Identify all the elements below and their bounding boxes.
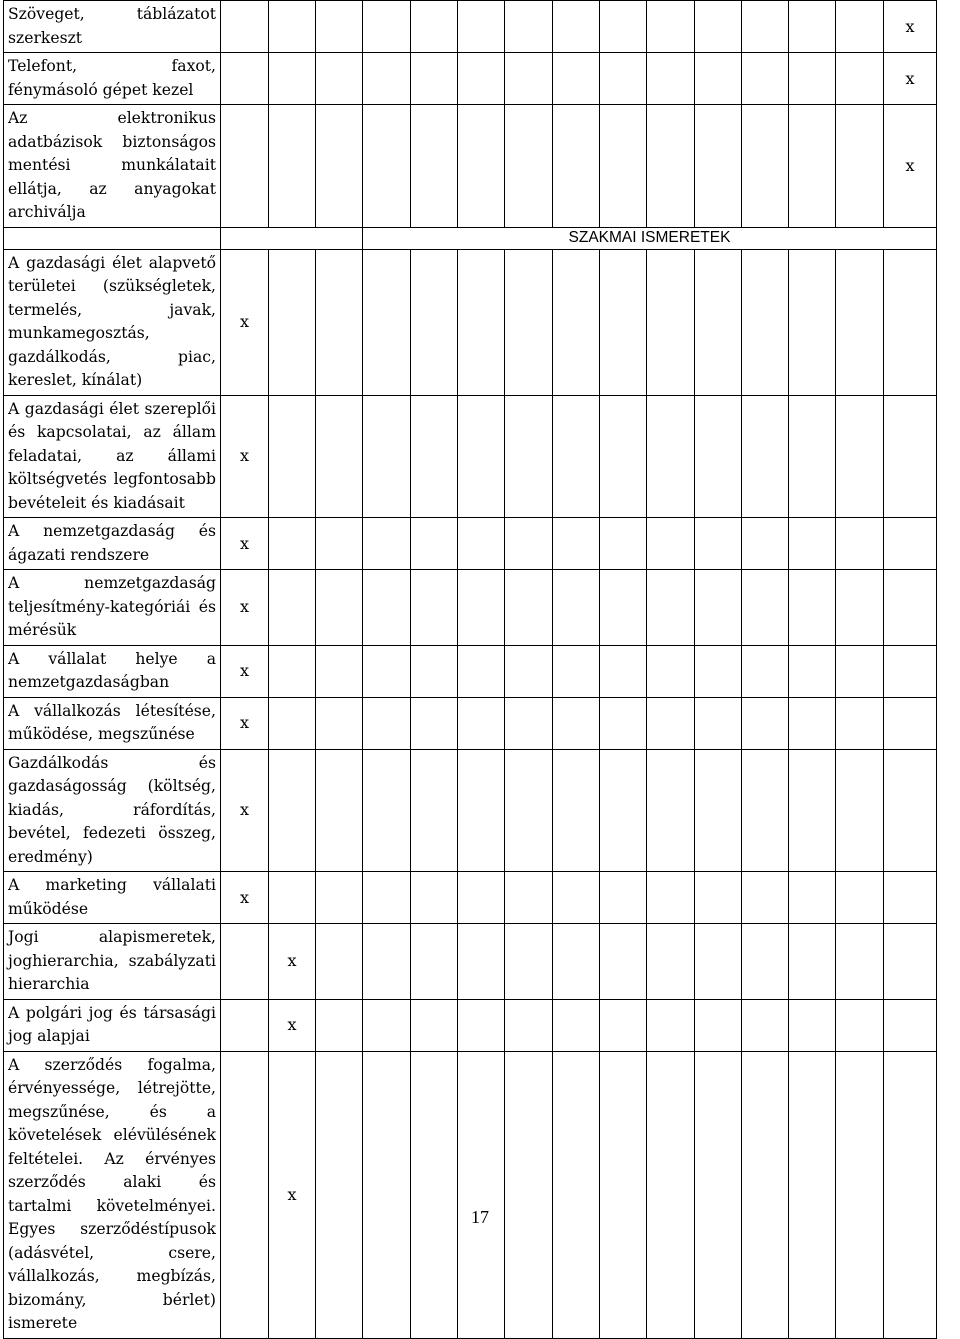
mark-cell: x [884, 1, 937, 53]
empty-cell [269, 105, 316, 228]
empty-cell [600, 105, 647, 228]
empty-cell [884, 1051, 937, 1338]
empty-cell [221, 1, 269, 53]
empty-cell [789, 872, 836, 924]
empty-cell [269, 1, 316, 53]
empty-cell [269, 53, 316, 105]
empty-cell [458, 872, 505, 924]
table-row [4, 749, 937, 872]
table-row [4, 924, 937, 1000]
empty-cell [363, 518, 411, 570]
competency-table [3, 0, 937, 1339]
table-body [4, 1, 937, 1339]
table-row [4, 645, 937, 697]
empty-cell [742, 105, 789, 228]
empty-cell [505, 53, 553, 105]
empty-cell [553, 645, 600, 697]
row-label: Az elektronikus adatbázisok biztonságos mentési munkálatait ellátja, az anyagokat archiválja [4, 105, 221, 228]
empty-cell [363, 570, 411, 646]
empty-cell [363, 1051, 411, 1338]
empty-cell [600, 53, 647, 105]
empty-cell [695, 697, 742, 749]
mark-cell [269, 645, 316, 697]
empty-cell [836, 53, 884, 105]
empty-cell [316, 105, 363, 228]
empty-cell [553, 749, 600, 872]
empty-cell [695, 872, 742, 924]
row-label: A szerződés fogalma, érvényessége, létrejötte, megszűnése, és a követelések elévülésének feltételei. Az érvényes szerződés alaki és tartalmi követelményei. Egyes szerződéstípusok (adásvétel, csere, vállalkozás, megbízás, bizomány, bérlet) ismerete [4, 1051, 221, 1338]
empty-cell [553, 872, 600, 924]
empty-cell [742, 645, 789, 697]
empty-cell [836, 1051, 884, 1338]
empty-cell [789, 1051, 836, 1338]
empty-cell [316, 53, 363, 105]
empty-cell [505, 395, 553, 518]
table-row [4, 697, 937, 749]
empty-cell [695, 1051, 742, 1338]
empty-cell [647, 105, 695, 228]
empty-cell [884, 570, 937, 646]
empty-cell [363, 53, 411, 105]
empty-cell [363, 1, 411, 53]
empty-cell [458, 749, 505, 872]
empty-cell [836, 924, 884, 1000]
empty-cell [411, 518, 458, 570]
empty-cell [553, 999, 600, 1051]
empty-cell [647, 1051, 695, 1338]
empty-cell [316, 872, 363, 924]
empty-cell [411, 53, 458, 105]
empty-cell [316, 924, 363, 1000]
empty-cell [600, 1, 647, 53]
empty-cell [884, 645, 937, 697]
empty-cell [316, 518, 363, 570]
empty-cell [647, 872, 695, 924]
empty-cell [789, 999, 836, 1051]
empty-cell [789, 645, 836, 697]
mark-cell [269, 395, 316, 518]
empty-cell [836, 999, 884, 1051]
empty-cell [411, 924, 458, 1000]
empty-cell [363, 924, 411, 1000]
mark-cell [269, 872, 316, 924]
empty-cell [789, 395, 836, 518]
mark-cell [269, 749, 316, 872]
row-label: A nemzetgazdaság teljesítmény-kategóriái és mérésük [4, 570, 221, 646]
table-row [4, 249, 937, 395]
empty-cell [647, 999, 695, 1051]
empty-cell [553, 105, 600, 228]
empty-cell [363, 395, 411, 518]
empty-cell [695, 999, 742, 1051]
empty-cell [695, 570, 742, 646]
empty-cell [836, 518, 884, 570]
empty-cell [316, 749, 363, 872]
empty-cell [647, 53, 695, 105]
empty-cell [789, 924, 836, 1000]
empty-cell [695, 749, 742, 872]
empty-cell [600, 697, 647, 749]
table-row [4, 53, 937, 105]
empty-cell [600, 924, 647, 1000]
empty-cell [836, 105, 884, 228]
mark-cell [269, 249, 316, 395]
table-row [4, 872, 937, 924]
empty-cell [363, 105, 411, 228]
empty-cell [553, 395, 600, 518]
mark-cell [269, 697, 316, 749]
empty-cell [695, 518, 742, 570]
empty-cell [316, 697, 363, 749]
row-label: A gazdasági élet szereplői és kapcsolatai, az állam feladatai, az állami költségvetés legfontosabb bevételeit és kiadásait [4, 395, 221, 518]
row-label: Szöveget, táblázatot szerkeszt [4, 1, 221, 53]
empty-cell [553, 570, 600, 646]
empty-cell [884, 697, 937, 749]
empty-cell [505, 1051, 553, 1338]
mark-cell: x [221, 395, 269, 518]
empty-cell [363, 249, 411, 395]
empty-cell [505, 872, 553, 924]
empty-cell [221, 53, 269, 105]
empty-cell [316, 645, 363, 697]
empty-cell [647, 924, 695, 1000]
empty-cell [411, 1051, 458, 1338]
empty-cell [411, 1, 458, 53]
empty-cell [411, 570, 458, 646]
empty-cell [600, 749, 647, 872]
empty-cell [647, 570, 695, 646]
empty-cell [458, 645, 505, 697]
empty-cell [553, 53, 600, 105]
empty-cell [836, 697, 884, 749]
empty-cell [4, 227, 221, 249]
empty-cell [363, 749, 411, 872]
empty-cell [836, 1, 884, 53]
empty-cell [695, 924, 742, 1000]
row-label: A vállalat helye a nemzetgazdaságban [4, 645, 221, 697]
section-row [4, 227, 937, 249]
empty-cell [742, 395, 789, 518]
row-label: A vállalkozás létesítése, működése, megszűnése [4, 697, 221, 749]
empty-cell [647, 697, 695, 749]
empty-cell [742, 570, 789, 646]
empty-cell [316, 999, 363, 1051]
empty-cell [647, 249, 695, 395]
empty-cell [600, 999, 647, 1051]
empty-cell [742, 1, 789, 53]
empty-cell [836, 645, 884, 697]
empty-cell [411, 872, 458, 924]
empty-cell [411, 749, 458, 872]
empty-cell [789, 249, 836, 395]
empty-cell [742, 697, 789, 749]
empty-cell [411, 645, 458, 697]
empty-cell [647, 645, 695, 697]
empty-cell [695, 105, 742, 228]
empty-cell [458, 395, 505, 518]
empty-cell [600, 570, 647, 646]
empty-cell [411, 249, 458, 395]
empty-cell [695, 395, 742, 518]
empty-cell [458, 1, 505, 53]
empty-cell [505, 1, 553, 53]
mark-cell: x [269, 1051, 316, 1338]
empty-cell [316, 570, 363, 646]
empty-cell [789, 749, 836, 872]
empty-cell [695, 249, 742, 395]
row-label: Jogi alapismeretek, joghierarchia, szabályzati hierarchia [4, 924, 221, 1000]
empty-cell [884, 999, 937, 1051]
empty-cell [411, 697, 458, 749]
empty-cell [884, 395, 937, 518]
mark-cell: x [221, 645, 269, 697]
empty-cell [505, 105, 553, 228]
empty-cell [363, 872, 411, 924]
empty-cell [553, 249, 600, 395]
empty-cell [695, 53, 742, 105]
empty-cell [600, 518, 647, 570]
table-row [4, 105, 937, 228]
empty-cell [647, 749, 695, 872]
empty-cell [316, 1, 363, 53]
empty-cell [742, 749, 789, 872]
empty-cell [316, 1051, 363, 1338]
empty-cell [458, 999, 505, 1051]
empty-cell [600, 872, 647, 924]
empty-cell [836, 872, 884, 924]
empty-cell [836, 749, 884, 872]
empty-cell [884, 749, 937, 872]
row-label: Telefont, faxot, fénymásoló gépet kezel [4, 53, 221, 105]
empty-cell [647, 1, 695, 53]
mark-cell: x [221, 697, 269, 749]
empty-cell [505, 518, 553, 570]
table-row [4, 1051, 937, 1338]
empty-cell [600, 249, 647, 395]
empty-cell [553, 1051, 600, 1338]
mark-cell [269, 518, 316, 570]
empty-cell [742, 518, 789, 570]
empty-cell [458, 518, 505, 570]
empty-cell [363, 999, 411, 1051]
empty-cell [600, 645, 647, 697]
empty-cell [363, 645, 411, 697]
empty-cell [411, 395, 458, 518]
row-label: A gazdasági élet alapvető területei (szükségletek, termelés, javak, munkamegosztás, gazdálkodás, piac, kereslet, kínálat) [4, 249, 221, 395]
empty-cell [411, 999, 458, 1051]
empty-cell [505, 924, 553, 1000]
empty-cell [458, 249, 505, 395]
row-label: A polgári jog és társasági jog alapjai [4, 999, 221, 1051]
empty-cell [458, 924, 505, 1000]
row-label: A marketing vállalati működése [4, 872, 221, 924]
table-row [4, 518, 937, 570]
empty-cell [742, 53, 789, 105]
empty-cell [553, 1, 600, 53]
mark-cell: x [884, 53, 937, 105]
empty-cell [363, 697, 411, 749]
mark-cell [221, 1051, 269, 1338]
empty-cell [789, 1, 836, 53]
empty-cell [836, 395, 884, 518]
empty-cell [458, 697, 505, 749]
empty-cell [742, 999, 789, 1051]
mark-cell: x [221, 749, 269, 872]
empty-cell [789, 53, 836, 105]
empty-cell [789, 697, 836, 749]
empty-cell [884, 924, 937, 1000]
empty-cell [789, 570, 836, 646]
empty-cell [695, 1, 742, 53]
empty-cell [221, 227, 363, 249]
empty-cell [789, 518, 836, 570]
empty-cell [411, 105, 458, 228]
empty-cell [884, 872, 937, 924]
empty-cell [789, 105, 836, 228]
empty-cell [505, 645, 553, 697]
mark-cell: x [221, 249, 269, 395]
empty-cell [553, 518, 600, 570]
empty-cell [600, 395, 647, 518]
mark-cell [221, 924, 269, 1000]
empty-cell [742, 1051, 789, 1338]
empty-cell [505, 249, 553, 395]
empty-cell [505, 999, 553, 1051]
mark-cell: x [884, 105, 937, 228]
empty-cell [505, 697, 553, 749]
empty-cell [836, 249, 884, 395]
empty-cell [505, 749, 553, 872]
section-heading: SZAKMAI ISMERETEK [363, 227, 937, 249]
empty-cell [458, 105, 505, 228]
table-row [4, 570, 937, 646]
empty-cell [742, 872, 789, 924]
empty-cell [836, 570, 884, 646]
mark-cell: x [269, 999, 316, 1051]
empty-cell [316, 395, 363, 518]
empty-cell [458, 1051, 505, 1338]
empty-cell [647, 395, 695, 518]
empty-cell [742, 249, 789, 395]
empty-cell [221, 105, 269, 228]
empty-cell [600, 1051, 647, 1338]
mark-cell: x [269, 924, 316, 1000]
empty-cell [553, 924, 600, 1000]
table-row [4, 999, 937, 1051]
empty-cell [884, 249, 937, 395]
empty-cell [505, 570, 553, 646]
mark-cell: x [221, 570, 269, 646]
row-label: Gazdálkodás és gazdaságosság (költség, kiadás, ráfordítás, bevétel, fedezeti összeg, eredmény) [4, 749, 221, 872]
mark-cell: x [221, 518, 269, 570]
mark-cell: x [221, 872, 269, 924]
mark-cell [221, 999, 269, 1051]
mark-cell [269, 570, 316, 646]
empty-cell [316, 249, 363, 395]
table-row [4, 395, 937, 518]
empty-cell [458, 570, 505, 646]
empty-cell [695, 645, 742, 697]
row-label: A nemzetgazdaság és ágazati rendszere [4, 518, 221, 570]
page-number: 17 [471, 1207, 489, 1227]
empty-cell [884, 518, 937, 570]
empty-cell [742, 924, 789, 1000]
table-row [4, 1, 937, 53]
empty-cell [458, 53, 505, 105]
empty-cell [553, 697, 600, 749]
empty-cell [647, 518, 695, 570]
